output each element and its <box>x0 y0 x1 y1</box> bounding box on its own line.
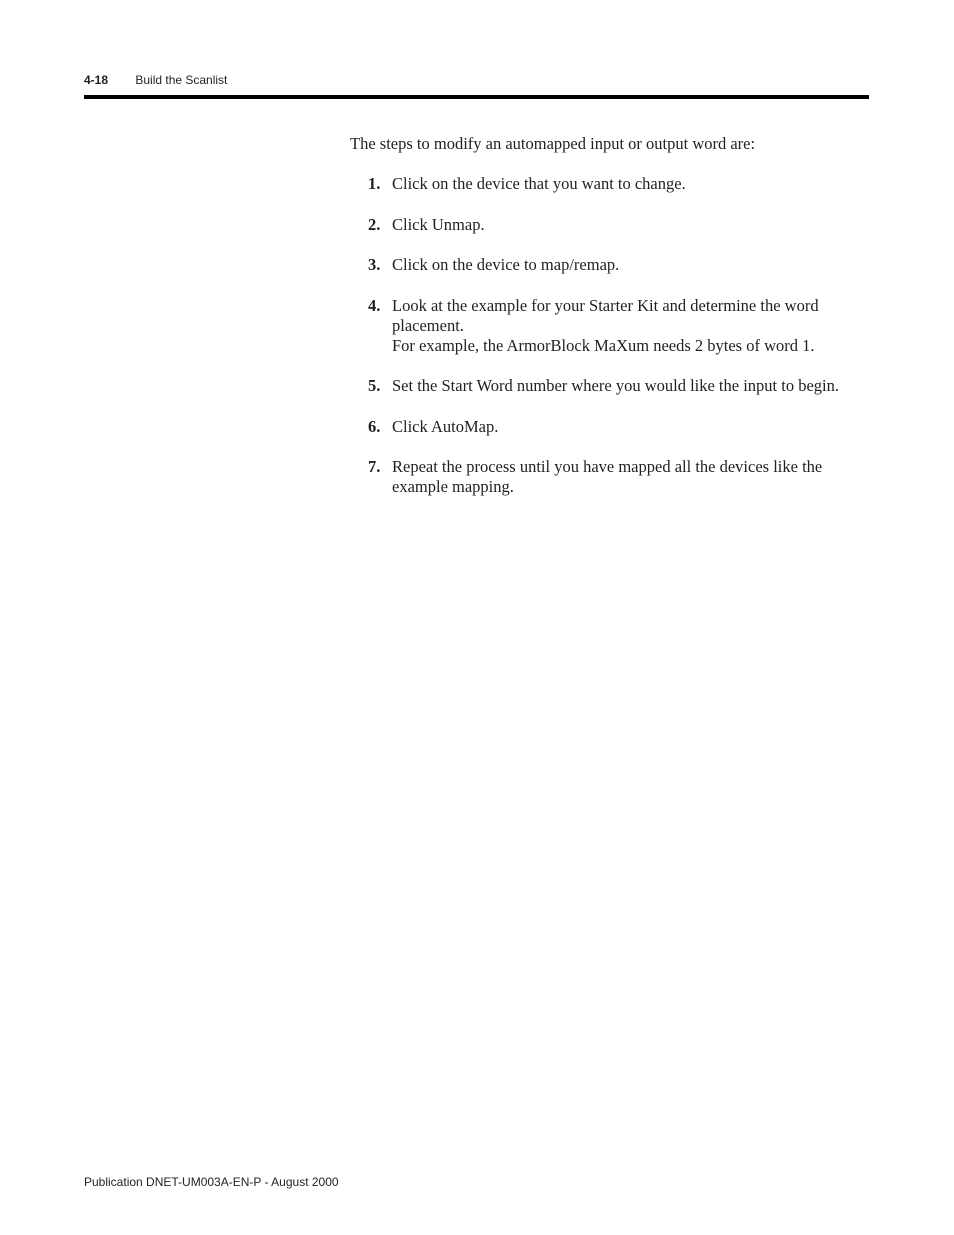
step-text: Set the Start Word number where you would like the input to begin. <box>392 376 839 395</box>
header-rule <box>84 95 869 99</box>
chapter-title: Build the Scanlist <box>135 73 228 87</box>
intro-paragraph: The steps to modify an automapped input or output word are: <box>350 134 756 153</box>
step-number: 6. <box>368 416 381 436</box>
step-item <box>350 215 870 235</box>
step-text: Click on the device that you want to change. <box>392 174 686 193</box>
page-number: 4-18 <box>84 73 109 87</box>
step-number: 3. <box>368 255 381 274</box>
steps-list <box>350 174 870 497</box>
step-item <box>350 296 870 356</box>
step-number: 5. <box>368 376 381 395</box>
step-item <box>350 376 870 396</box>
step-text: Click on the device to map/remap. <box>392 255 620 274</box>
step-text: Look at the example for your Starter Kit and determine the word placement. <box>392 295 819 335</box>
step-number: 1. <box>368 174 381 193</box>
step-item <box>350 417 870 437</box>
step-number: 2. <box>368 214 381 234</box>
page-footer: Publication DNET-UM003A-EN-P - August 2000 <box>84 1175 339 1189</box>
step-text: Click Unmap. <box>392 214 485 234</box>
page-header <box>84 72 227 88</box>
step-number: 7. <box>368 457 381 476</box>
step-item <box>350 174 870 194</box>
step-item <box>350 255 870 275</box>
main-content <box>350 134 870 518</box>
step-text: Click AutoMap. <box>392 416 499 436</box>
step-text: Repeat the process until you have mapped all the devices like the example mapping. <box>392 457 823 496</box>
step-note: For example, the ArmorBlock MaXum needs 2 bytes of word 1. <box>392 335 815 355</box>
step-number: 4. <box>368 295 381 315</box>
step-item <box>350 457 870 497</box>
